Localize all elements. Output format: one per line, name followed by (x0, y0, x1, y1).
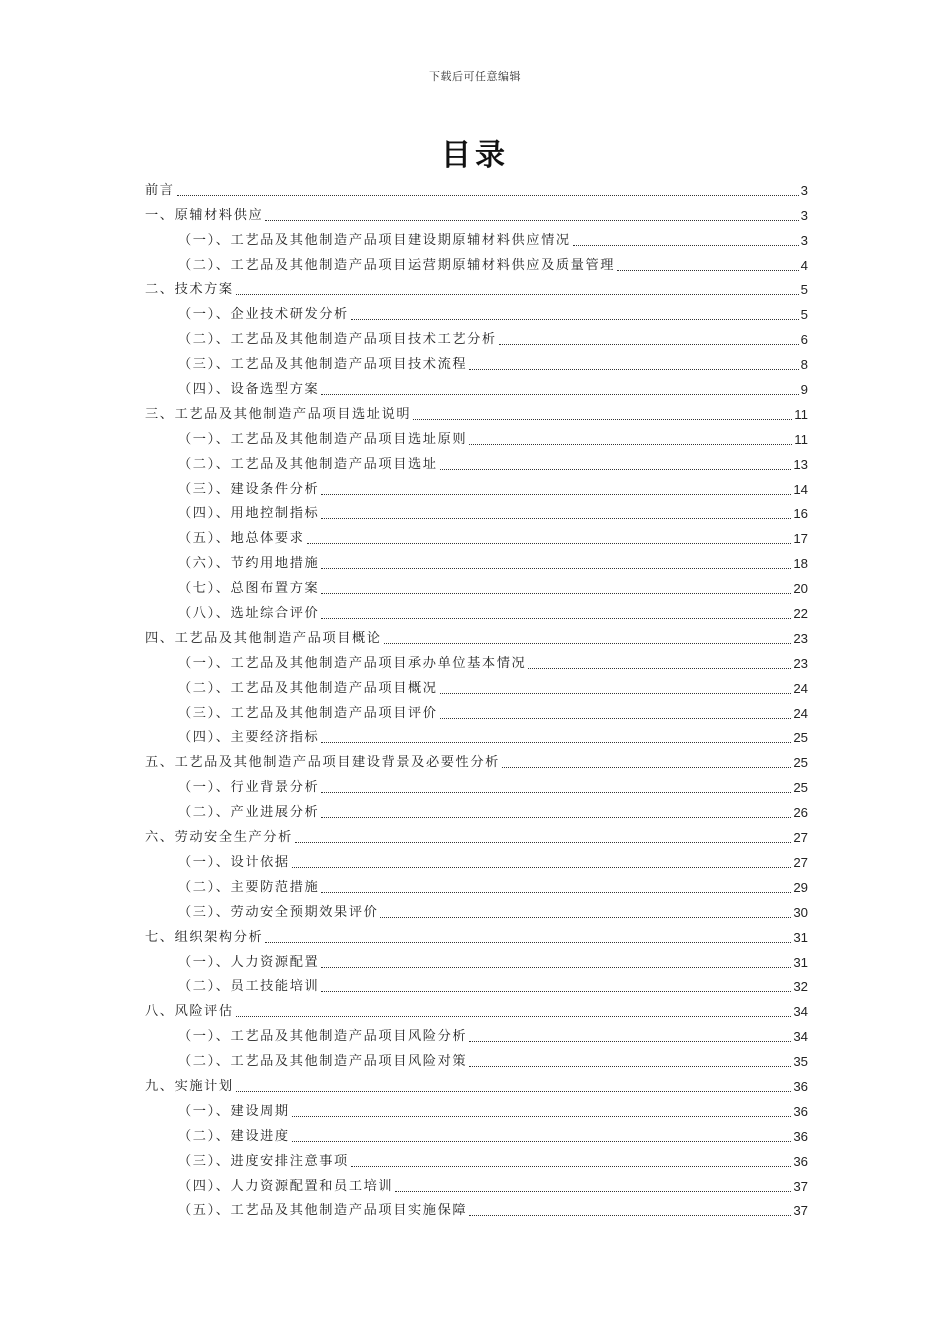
toc-page-number: 3 (800, 182, 808, 198)
toc-entry[interactable] (145, 648, 808, 673)
toc-dot-leader (573, 245, 799, 246)
toc-dot-leader (321, 742, 791, 743)
toc-entry-label: （二）、建设进度 (178, 1128, 290, 1144)
toc-entry[interactable] (145, 698, 808, 723)
toc-entry-label: （三）、建设条件分析 (178, 481, 320, 497)
toc-entry[interactable] (145, 623, 808, 648)
toc-dot-leader (292, 1141, 792, 1142)
toc-entry[interactable] (145, 797, 808, 822)
toc-page-number: 31 (793, 954, 808, 970)
toc-dot-leader (380, 917, 791, 918)
toc-entry-label: 九、实施计划 (145, 1078, 234, 1094)
toc-page-number: 27 (793, 854, 808, 870)
toc-dot-leader (440, 718, 792, 719)
toc-dot-leader (469, 369, 799, 370)
toc-dot-leader (321, 568, 791, 569)
toc-entry-label: （二）、工艺品及其他制造产品项目概况 (178, 680, 438, 696)
toc-dot-leader (321, 618, 791, 619)
toc-page-number: 6 (800, 332, 808, 348)
toc-dot-leader (351, 1166, 791, 1167)
toc-dot-leader (440, 693, 792, 694)
toc-dot-leader (236, 1016, 792, 1017)
toc-page-number: 14 (793, 481, 808, 497)
toc-dot-leader (265, 942, 791, 943)
toc-page-number: 37 (793, 1203, 808, 1219)
toc-entry-label: （一）、行业背景分析 (178, 780, 320, 796)
toc-page-number: 11 (794, 431, 808, 447)
toc-entry[interactable] (145, 499, 808, 524)
toc-entry[interactable] (145, 399, 808, 424)
toc-entry[interactable] (145, 225, 808, 250)
toc-entry-label: （二）、员工技能培训 (178, 979, 320, 995)
toc-page-number: 26 (793, 805, 808, 821)
toc-entry-label: 一、原辅材料供应 (145, 207, 264, 223)
toc-page-number: 32 (793, 979, 808, 995)
toc-page-number: 9 (800, 382, 808, 398)
toc-entry-label: （七）、总图布置方案 (178, 581, 320, 597)
toc-entry[interactable] (145, 374, 808, 399)
toc-dot-leader (384, 643, 792, 644)
toc-entry-label: （一）、人力资源配置 (178, 954, 320, 970)
toc-entry-label: （五）、工艺品及其他制造产品项目实施保障 (178, 1203, 468, 1219)
toc-dot-leader (321, 518, 791, 519)
toc-page-number: 13 (793, 456, 808, 472)
toc-entry[interactable] (145, 996, 808, 1021)
toc-entry[interactable] (145, 947, 808, 972)
toc-entry-label: （二）、主要防范措施 (178, 879, 320, 895)
toc-dot-leader (395, 1191, 791, 1192)
toc-entry[interactable] (145, 573, 808, 598)
toc-page-number: 20 (793, 581, 808, 597)
toc-entry-label: （四）、设备选型方案 (178, 382, 320, 398)
toc-entry-label: （六）、节约用地措施 (178, 556, 320, 572)
toc-entry[interactable] (145, 1021, 808, 1046)
toc-page-number: 23 (793, 655, 808, 671)
toc-entry[interactable] (145, 747, 808, 772)
toc-entry[interactable] (145, 723, 808, 748)
toc-entry-label: （三）、进度安排注意事项 (178, 1153, 349, 1169)
toc-page-number: 31 (793, 929, 808, 945)
toc-entry-label: （三）、劳动安全预期效果评价 (178, 904, 379, 920)
toc-entry[interactable] (145, 1046, 808, 1071)
toc-entry-label: （二）、工艺品及其他制造产品项目风险对策 (178, 1054, 468, 1070)
toc-page-number: 36 (793, 1103, 808, 1119)
toc-entry-label: （四）、用地控制指标 (178, 506, 320, 522)
toc-entry[interactable] (145, 972, 808, 997)
toc-dot-leader (321, 892, 791, 893)
toc-dot-leader (321, 817, 791, 818)
toc-entry-label: 前言 (145, 182, 175, 198)
toc-entry[interactable] (145, 1096, 808, 1121)
toc-page-number: 11 (794, 406, 808, 422)
toc-page-number: 23 (793, 630, 808, 646)
toc-entry[interactable] (145, 474, 808, 499)
toc-page-number: 8 (800, 357, 808, 373)
toc-page-number: 25 (793, 780, 808, 796)
toc-entry[interactable] (145, 673, 808, 698)
toc-entry[interactable] (145, 598, 808, 623)
toc-entry[interactable] (145, 1121, 808, 1146)
toc-dot-leader (469, 1066, 791, 1067)
toc-entry[interactable] (145, 275, 808, 300)
toc-page-number: 36 (793, 1128, 808, 1144)
toc-entry-label: （五）、地总体要求 (178, 531, 305, 547)
toc-dot-leader (236, 1091, 792, 1092)
page-header: 下载后可任意编辑 (429, 70, 521, 83)
toc-dot-leader (469, 1215, 791, 1216)
table-of-contents (145, 175, 808, 1220)
toc-entry-label: （一）、工艺品及其他制造产品项目承办单位基本情况 (178, 655, 527, 671)
toc-entry[interactable] (145, 523, 808, 548)
toc-dot-leader (321, 494, 791, 495)
toc-entry[interactable] (145, 772, 808, 797)
toc-entry[interactable] (145, 1146, 808, 1171)
toc-page-number: 5 (800, 307, 808, 323)
toc-page-number: 5 (800, 282, 808, 298)
toc-entry[interactable] (145, 1171, 808, 1196)
toc-dot-leader (469, 444, 792, 445)
toc-page-number: 34 (793, 1004, 808, 1020)
toc-entry[interactable] (145, 349, 808, 374)
toc-dot-leader (321, 593, 791, 594)
toc-page-number: 17 (793, 531, 808, 547)
toc-entry-label: （三）、工艺品及其他制造产品项目评价 (178, 705, 438, 721)
toc-dot-leader (321, 394, 798, 395)
toc-dot-leader (321, 792, 791, 793)
toc-dot-leader (528, 668, 791, 669)
toc-page-number: 37 (793, 1178, 808, 1194)
toc-entry[interactable] (145, 424, 808, 449)
toc-entry-label: 六、劳动安全生产分析 (145, 830, 293, 846)
toc-entry-label: （一）、工艺品及其他制造产品项目建设期原辅材料供应情况 (178, 232, 571, 248)
toc-page-number: 25 (793, 755, 808, 771)
toc-dot-leader (321, 967, 791, 968)
toc-dot-leader (440, 469, 792, 470)
toc-entry[interactable] (145, 922, 808, 947)
toc-page-number: 16 (793, 506, 808, 522)
toc-dot-leader (177, 195, 799, 196)
toc-entry[interactable] (145, 250, 808, 275)
toc-entry[interactable] (145, 1196, 808, 1221)
toc-dot-leader (292, 1116, 792, 1117)
toc-page-number: 29 (793, 879, 808, 895)
toc-entry-label: 八、风险评估 (145, 1004, 234, 1020)
toc-page-number: 24 (793, 680, 808, 696)
toc-entry[interactable] (145, 175, 808, 200)
toc-entry-label: 四、工艺品及其他制造产品项目概论 (145, 630, 382, 646)
toc-page-number: 22 (793, 606, 808, 622)
toc-page-number: 3 (800, 207, 808, 223)
toc-entry[interactable] (145, 822, 808, 847)
toc-page-number: 35 (793, 1054, 808, 1070)
toc-entry-label: （四）、主要经济指标 (178, 730, 320, 746)
toc-page-number: 34 (793, 1029, 808, 1045)
toc-dot-leader (499, 344, 799, 345)
toc-dot-leader (292, 867, 792, 868)
toc-entry[interactable] (145, 1071, 808, 1096)
toc-dot-leader (502, 767, 791, 768)
toc-page-number: 3 (800, 232, 808, 248)
toc-dot-leader (265, 220, 798, 221)
toc-entry[interactable] (145, 897, 808, 922)
toc-page-number: 18 (793, 556, 808, 572)
toc-entry[interactable] (145, 872, 808, 897)
toc-entry-label: （二）、工艺品及其他制造产品项目技术工艺分析 (178, 332, 497, 348)
toc-entry-label: 五、工艺品及其他制造产品项目建设背景及必要性分析 (145, 755, 500, 771)
toc-page-number: 27 (793, 830, 808, 846)
toc-dot-leader (351, 319, 799, 320)
toc-entry-label: 二、技术方案 (145, 282, 234, 298)
toc-entry[interactable] (145, 299, 808, 324)
toc-entry[interactable] (145, 449, 808, 474)
toc-dot-leader (321, 991, 791, 992)
toc-entry-label: （二）、工艺品及其他制造产品项目选址 (178, 456, 438, 472)
toc-entry[interactable] (145, 548, 808, 573)
toc-entry-label: 七、组织架构分析 (145, 929, 264, 945)
toc-dot-leader (469, 1041, 791, 1042)
toc-entry-label: （一）、工艺品及其他制造产品项目风险分析 (178, 1029, 468, 1045)
toc-entry-label: （一）、企业技术研发分析 (178, 307, 349, 323)
toc-dot-leader (236, 294, 799, 295)
toc-entry[interactable] (145, 324, 808, 349)
toc-page-number: 36 (793, 1153, 808, 1169)
toc-entry-label: （四）、人力资源配置和员工培训 (178, 1178, 394, 1194)
toc-entry-label: （三）、工艺品及其他制造产品项目技术流程 (178, 357, 468, 373)
toc-entry[interactable] (145, 847, 808, 872)
toc-entry-label: （一）、建设周期 (178, 1103, 290, 1119)
toc-page-number: 36 (793, 1078, 808, 1094)
toc-page-number: 24 (793, 705, 808, 721)
toc-entry-label: （二）、产业进展分析 (178, 805, 320, 821)
page-title: 目录 (441, 138, 509, 173)
toc-dot-leader (307, 543, 792, 544)
toc-entry[interactable] (145, 200, 808, 225)
toc-page-number: 25 (793, 730, 808, 746)
toc-page-number: 4 (800, 257, 808, 273)
toc-dot-leader (295, 842, 791, 843)
toc-entry-label: （八）、选址综合评价 (178, 606, 320, 622)
toc-entry-label: 三、工艺品及其他制造产品项目选址说明 (145, 406, 412, 422)
toc-entry-label: （一）、工艺品及其他制造产品项目选址原则 (178, 431, 468, 447)
toc-dot-leader (413, 419, 792, 420)
toc-page-number: 30 (793, 904, 808, 920)
toc-dot-leader (617, 270, 799, 271)
toc-entry-label: （二）、工艺品及其他制造产品项目运营期原辅材料供应及质量管理 (178, 257, 616, 273)
toc-entry-label: （一）、设计依据 (178, 854, 290, 870)
